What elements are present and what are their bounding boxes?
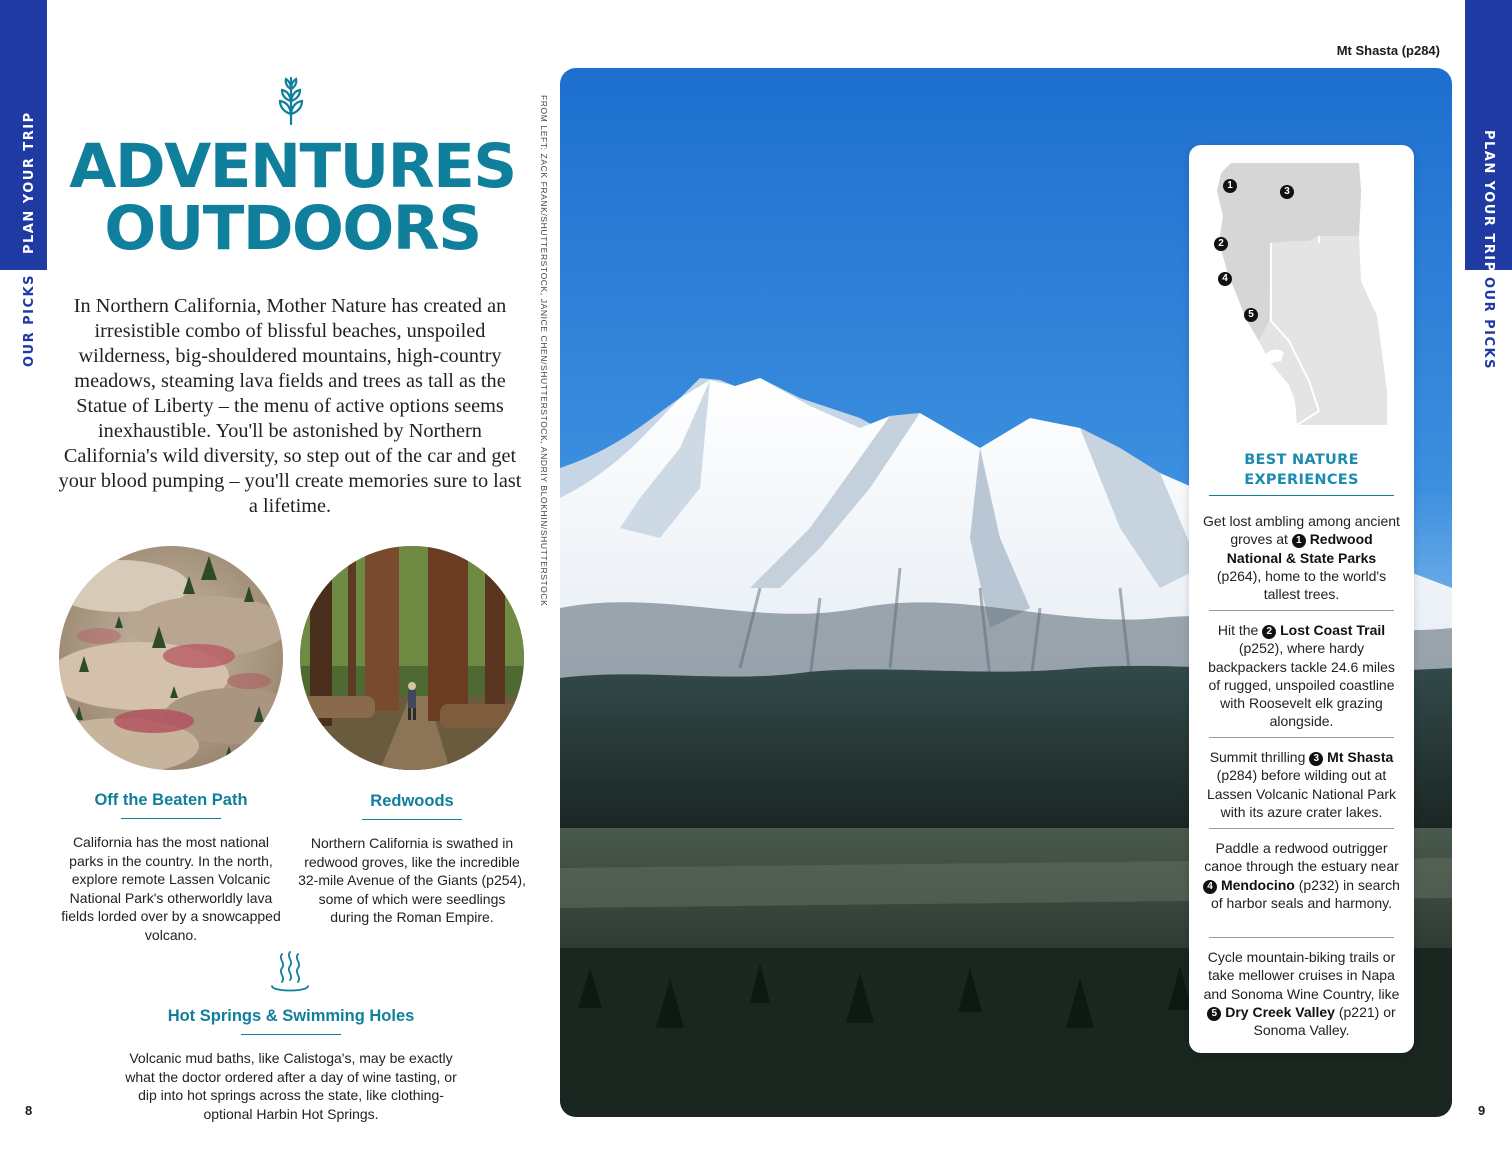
card-title-line-1: BEST NATURE xyxy=(1244,452,1359,468)
experience-item-3 xyxy=(1203,748,1400,821)
map-marker-4: 4 xyxy=(1218,272,1232,286)
place-name: Mt Shasta xyxy=(1327,749,1394,765)
place-name: Mendocino xyxy=(1220,876,1295,893)
side-tab-section-label-right: PLAN YOUR TRIP xyxy=(1481,130,1496,273)
experience-item-2 xyxy=(1203,621,1400,731)
experience-divider xyxy=(1209,828,1394,829)
place-name: Lost Coast Trail xyxy=(1280,622,1386,638)
experience-item-5 xyxy=(1203,948,1400,1039)
experience-text-before: Paddle a redwood outrigger canoe through the estuary near xyxy=(1204,840,1399,875)
map-marker-1: 1 xyxy=(1223,179,1237,193)
experience-text-after: (p232) in search of harbor seals and harmony. xyxy=(1210,876,1400,911)
map-marker-2: 2 xyxy=(1214,237,1228,251)
lava-fields-photo xyxy=(59,546,283,770)
intro-paragraph: In Northern California, Mother Nature has created an irresistible combo of blissful beaches, unspoiled wilderness, big-shouldered mountains, high-country meadows, steaming lava fields and trees as tall as the Statue of Liberty – the menu of active options seems inexhaustible. You'll be astonished by Northern California's wild diversity, so step out of the car and get your blood pumping – you'll create memories sure to last a lifetime. xyxy=(58,295,522,517)
card-title-rule xyxy=(1209,495,1394,496)
side-tab-subsection-label-left: OUR PICKS xyxy=(22,274,37,367)
side-tab-subsection-label-right: OUR PICKS xyxy=(1481,277,1496,370)
section-text-hot-springs: Volcanic mud baths, like Calistoga's, may be exactly what the doctor ordered after a day of wine tasting, or dip into hot springs across the state, like clothing-optional Harbin Hot Springs. xyxy=(125,1050,457,1122)
place-name: Redwood National & State Parks xyxy=(1226,531,1377,566)
hot-springs-icon xyxy=(268,948,312,996)
number-marker: 5 xyxy=(1207,1007,1221,1021)
page-number-right: 9 xyxy=(1478,1103,1486,1118)
section-heading-hot-springs: Hot Springs & Swimming Holes xyxy=(167,1007,415,1025)
photo-credit-text: FROM LEFT: ZACK FRANK/SHUTTERSTOCK, JANICE CHEN/SHUTTERSTOCK, ANDRIY BLOKHIN/SHUTTERSTOCK xyxy=(539,95,549,607)
section-rule xyxy=(241,1034,341,1035)
side-tab-section-label-left: PLAN YOUR TRIP xyxy=(22,111,37,254)
section-heading-redwoods: Redwoods xyxy=(370,792,454,810)
region-map xyxy=(1209,161,1394,425)
experience-text-after: (p252), where hardy backpackers tackle 24.6 miles of rugged, unspoiled coastline with Roosevelt elk grazing alongside. xyxy=(1208,640,1395,730)
place-name: Dry Creek Valley xyxy=(1225,1003,1335,1020)
photo-credit xyxy=(539,95,558,607)
number-marker: 4 xyxy=(1203,880,1217,894)
section-heading-off-beaten-path: Off the Beaten Path xyxy=(94,791,248,809)
card-title-line-2: EXPERIENCES xyxy=(1244,472,1359,488)
page-number-left: 8 xyxy=(25,1103,33,1118)
experience-item-4 xyxy=(1203,839,1400,912)
section-rule xyxy=(121,818,221,819)
experience-item-1 xyxy=(1203,512,1400,603)
section-rule xyxy=(362,819,462,820)
experience-text-before: Get lost ambling among ancient groves at xyxy=(1203,513,1400,548)
experience-text-before: Hit the xyxy=(1217,622,1259,638)
leaf-icon xyxy=(272,74,310,126)
number-marker: 2 xyxy=(1262,625,1276,639)
title-line-2: OUTDOORS xyxy=(104,193,481,264)
number-marker: 1 xyxy=(1292,534,1306,548)
title-line-1: ADVENTURES xyxy=(69,131,516,202)
map-marker-5: 5 xyxy=(1244,308,1258,322)
map-marker-3: 3 xyxy=(1280,185,1294,199)
card-title xyxy=(1189,450,1414,490)
photo-caption: Mt Shasta (p284) xyxy=(1336,43,1440,58)
experience-divider xyxy=(1209,937,1394,938)
experience-text-after: (p284) before wilding out at Lassen Volcanic National Park with its azure crater lakes. xyxy=(1206,767,1397,820)
best-nature-card xyxy=(1189,145,1414,1053)
experience-text-before: Summit thrilling xyxy=(1209,749,1306,765)
experience-text-after: (p264), home to the world's tallest trees. xyxy=(1216,567,1387,603)
experience-divider xyxy=(1209,610,1394,611)
experience-text-before: Cycle mountain-biking trails or take mellower cruises in Napa and Sonoma Wine Country, like xyxy=(1203,949,1400,1002)
experience-divider xyxy=(1209,737,1394,738)
experience-text-after: (p221) or Sonoma Valley. xyxy=(1253,1003,1396,1039)
number-marker: 3 xyxy=(1309,752,1323,766)
page-title xyxy=(55,131,530,264)
section-text-redwoods: Northern California is swathed in redwood groves, like the incredible 32-mile Avenue of the Giants (p254), some of which were seedlings during the Roman Empire. xyxy=(298,835,526,925)
redwoods-photo xyxy=(300,546,524,770)
section-text-off-beaten-path: California has the most national parks in the country. In the north, explore remote Lassen Volcanic National Park's otherworldly lava fields lorded over by a snowcapped volcano. xyxy=(61,834,281,943)
